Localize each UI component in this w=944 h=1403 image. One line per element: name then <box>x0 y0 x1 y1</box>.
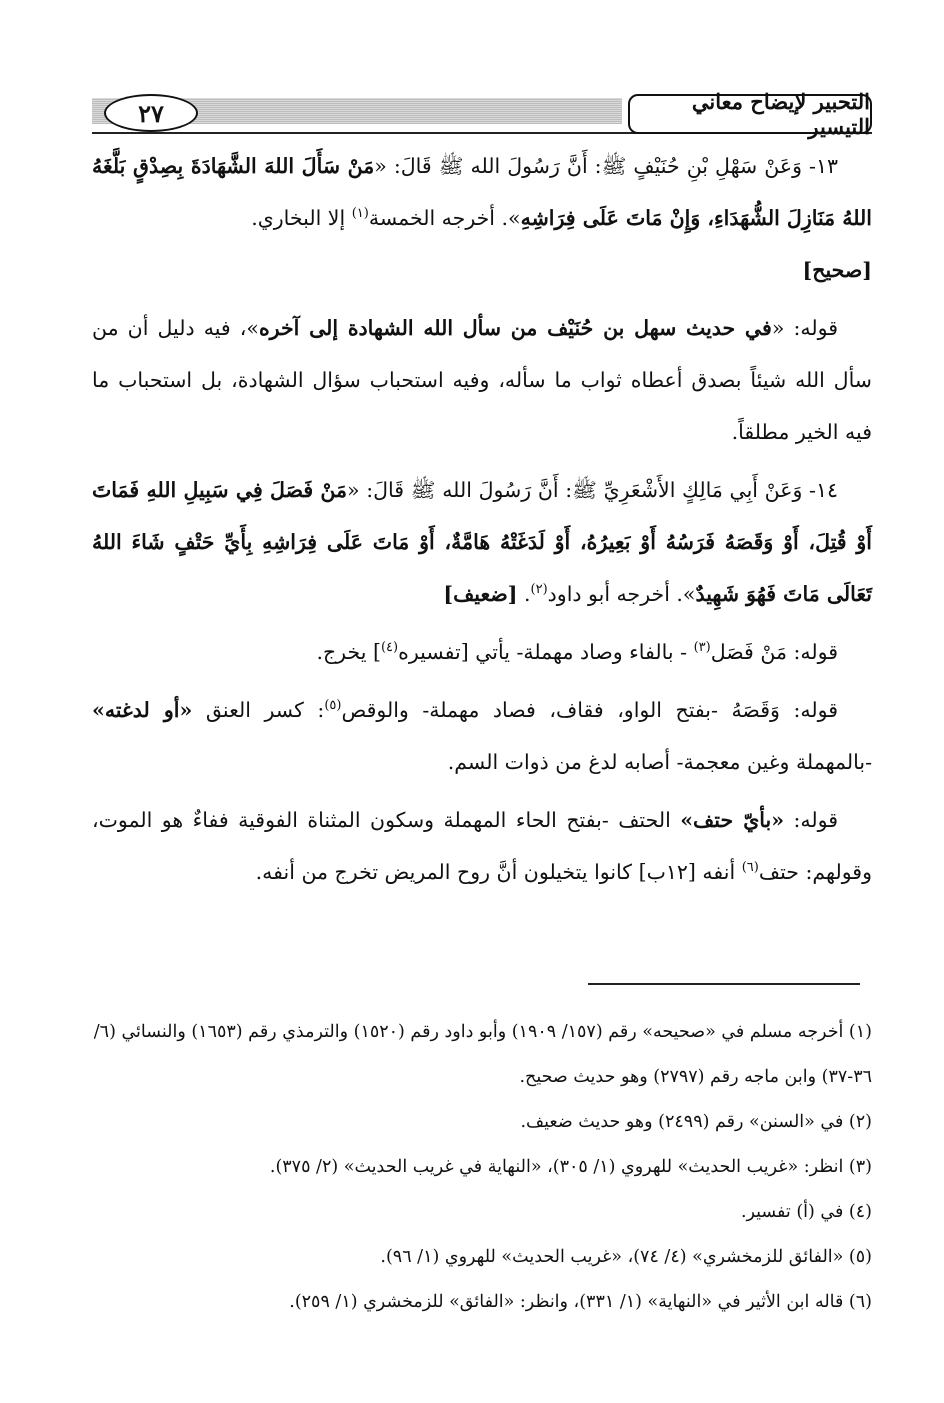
hadith-14-tail: . <box>517 582 531 606</box>
hadith-14-intro: ١٤- وَعَنْ أَبِي مَالِكٍ الأَشْعَرِيِّ ﷺ: أَنَّ رَسُولَ الله ﷺ قَالَ: « <box>347 478 839 502</box>
comment-14b-quote: «أو لدغته» <box>92 698 193 722</box>
footnote-1: (١) أخرجه مسلم في «صحيحه» رقم (١٥٧/ ١٩٠٩) وأبو داود رقم (١٥٢٠) والترمذي رقم (١٦٥٣) والنسائي (٦/ ٣٦-٣٧) وابن ماجه رقم (٢٧٩٧) وهو حديث صحيح. <box>93 1022 872 1087</box>
hadith-13-intro: ١٣- وَعَنْ سَهْلِ بْنِ حُنَيْفٍ ﷺ: أَنَّ رَسُولَ الله ﷺ قَالَ: « <box>374 154 838 178</box>
comment-14c-quote: «بأيّ حتف» <box>680 808 785 832</box>
hadith-13-text: مَنْ سَأَلَ اللهَ الشَّهَادَةَ بِصِدْقٍ بَلَّغَهُ اللهُ مَنَازِلَ الشُّهَدَاءِ، وَإِنْ مَاتَ عَلَى فِرَاشِهِ <box>92 154 872 230</box>
footnote-5: (٥) «الفائق للزمخشري» (٤/ ٧٤)، «غريب الحديث» للهروي (١/ ٩٦). <box>380 1247 872 1267</box>
footnote-6: (٦) قاله ابن الأثير في «النهاية» (١/ ٣٣١)، وانظر: «الفائق» للزمخشري (١/ ٢٥٩). <box>289 1292 872 1312</box>
hadith-13-tail: إلا البخاري. <box>251 206 352 230</box>
comment-14c-lead: قوله: <box>784 808 838 832</box>
main-text <box>92 140 872 904</box>
comment-13-quote: في حديث سهل بن حُنَيْف من سأل الله الشهادة إلى آخره <box>258 316 772 340</box>
footnote-ref-6[interactable]: (٦) <box>741 860 759 876</box>
footnote-separator <box>588 983 860 985</box>
footnote-ref-2[interactable]: (٢) <box>530 582 548 598</box>
footnote-4: (٤) في (أ) تفسير. <box>740 1202 872 1222</box>
comment-14b <box>92 684 872 788</box>
footnote-ref-1[interactable]: (١) <box>351 206 369 222</box>
comment-14c-tail: أنفه [١٢ب] كانوا يتخيلون أنَّ روح المريض تخرج من أنفه. <box>255 860 742 884</box>
book-title: التحبير لإيضاح معاني التيسير <box>628 94 872 134</box>
footnotes <box>92 1010 872 1325</box>
page-number: ٢٧ <box>104 94 198 132</box>
comment-14b-tail: -بالمهملة وغين معجمة- أصابه لدغ من ذوات السم. <box>447 750 872 774</box>
comment-14b-mid: : كسر العنق <box>192 698 325 722</box>
page-header <box>92 89 872 140</box>
hadith-14-grade: [ضعيف] <box>443 582 518 606</box>
comment-14a-lead: قوله: مَنْ فَصَل <box>710 640 838 664</box>
comment-14b-lead: قوله: وَقَصَهُ -بفتح الواو، فقاف، فصاد مهملة- والوقص <box>341 698 838 722</box>
comment-14c-mid: الحتف -بفتح الحاء المهملة وسكون المثناة الفوقية ففاءٌ هو الموت، وقولهم: حتف <box>92 808 872 884</box>
comment-14c <box>92 794 872 898</box>
hadith-13-source: ». أخرجه الخمسة <box>368 206 521 230</box>
comment-13-rest: »، فيه دليل أن من سأل الله شيئاً بصدق أعطاه ثواب ما سأله، وفيه استحباب سؤال الشهادة، بل استحباب ما فيه الخير مطلقاً. <box>92 316 872 444</box>
comment-14a-mid: - بالفاء وصاد مهملة- يأتي [تفسيره <box>398 640 694 664</box>
footnote-3: (٣) انظر: «غريب الحديث» للهروي (١/ ٣٠٥)، «النهاية في غريب الحديث» (٢/ ٣٧٥). <box>269 1157 872 1177</box>
hadith-14-text: مَنْ فَصَلَ فِي سَبِيلِ اللهِ فَمَاتَ أَوْ قُتِلَ، أَوْ وَقَصَهُ فَرَسُهُ أَوْ بَعِيرُهُ، أَوْ لَدَغَتْهُ هَامَّةٌ، أَوْ مَاتَ عَلَى فِرَاشِهِ بِأَيِّ حَتْفٍ شَاءَ اللهُ تَعَالَى مَاتَ فَهُوَ شَهِيدٌ <box>92 478 872 606</box>
footnote-ref-5[interactable]: (٥) <box>324 698 342 714</box>
comment-14a <box>92 626 872 678</box>
hadith-13 <box>92 140 872 296</box>
footnote-2: (٢) في «السنن» رقم (٢٤٩٩) وهو حديث ضعيف. <box>520 1112 872 1132</box>
footnote-ref-4[interactable]: (٤) <box>380 640 399 656</box>
hadith-14-source: ». أخرجه أبو داود <box>547 582 696 606</box>
hadith-14 <box>92 464 872 620</box>
comment-14a-tail: ] يخرج. <box>316 640 381 664</box>
footnote-ref-3[interactable]: (٣) <box>693 640 711 656</box>
comment-13-lead: قوله: « <box>771 316 838 340</box>
comment-13 <box>92 302 872 458</box>
hadith-13-grade: [صحيح] <box>802 258 872 282</box>
